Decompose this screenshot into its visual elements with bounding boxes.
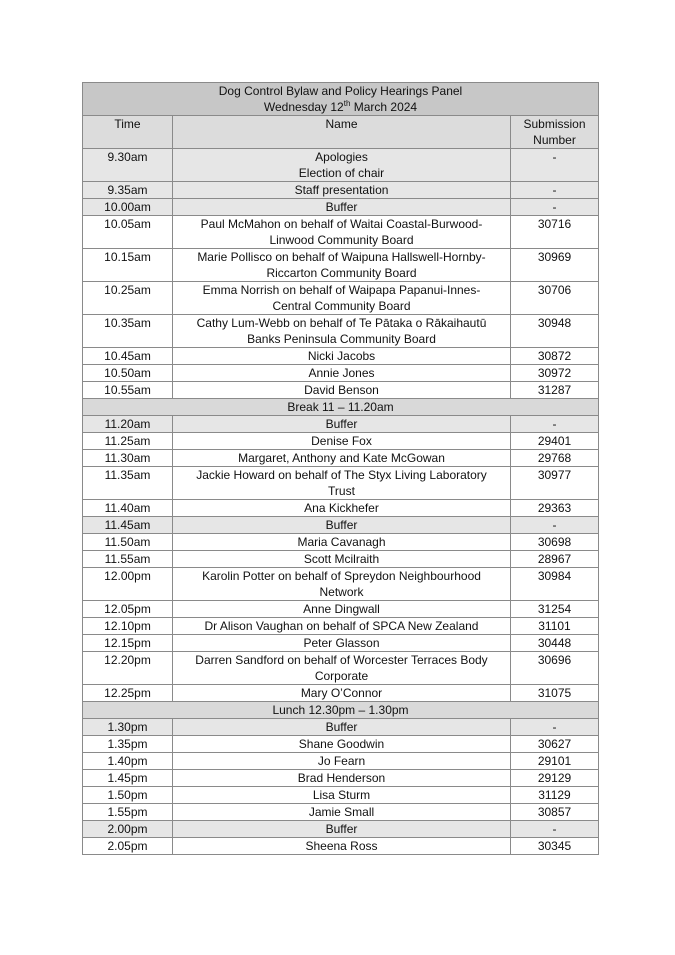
schedule-row [83,182,599,199]
time-cell: 10.05am [83,216,173,249]
name-line: Nicki Jacobs [307,349,376,363]
time-cell: 11.40am [83,500,173,517]
name-line: Linwood Community Board [269,233,414,247]
submission-number-cell: 28967 [511,551,599,568]
schedule-row [83,433,599,450]
time-cell: 10.25am [83,282,173,315]
break-label: Lunch 12.30pm – 1.30pm [83,702,599,719]
hearings-schedule-table [82,82,599,855]
name-line: Corporate [314,669,369,683]
schedule-row [83,635,599,652]
name-line: Brad Henderson [297,771,386,785]
schedule-row [83,770,599,787]
time-cell: 12.05pm [83,601,173,618]
submission-number-cell: 30857 [511,804,599,821]
name-line: Trust [328,484,355,498]
name-line: Sheena Ross [305,839,378,853]
name-cell [173,348,511,365]
name-line: Apologies [315,150,368,164]
name-cell [173,821,511,838]
time-cell: 12.00pm [83,568,173,601]
break-row [83,702,599,719]
name-line: Central Community Board [272,299,411,313]
submission-number-cell: 30706 [511,282,599,315]
submission-number-cell: 31287 [511,382,599,399]
name-line: Staff presentation [294,183,389,197]
time-cell: 11.55am [83,551,173,568]
schedule-row [83,348,599,365]
name-line: Maria Cavanagh [297,535,386,549]
name-cell [173,719,511,736]
time-cell: 12.15pm [83,635,173,652]
schedule-row [83,787,599,804]
name-line: Cathy Lum-Webb on behalf of Te Pātaka o Rākaihautū [196,316,487,330]
name-cell [173,804,511,821]
schedule-row [83,216,599,249]
time-cell: 11.20am [83,416,173,433]
name-cell [173,365,511,382]
title-date [264,100,417,114]
break-row [83,399,599,416]
name-cell [173,182,511,199]
name-line: Buffer [325,720,358,734]
time-cell: 1.30pm [83,719,173,736]
submission-number-cell: 30448 [511,635,599,652]
name-line: Jackie Howard on behalf of The Styx Living Laboratory [196,468,487,482]
time-cell: 12.10pm [83,618,173,635]
submission-number-cell: 31254 [511,601,599,618]
submission-number-cell: 30977 [511,467,599,500]
schedule-row [83,450,599,467]
time-cell: 10.35am [83,315,173,348]
submission-number-header: Submission Number [511,116,599,149]
name-line: Dr Alison Vaughan on behalf of SPCA New Zealand [204,619,479,633]
schedule-row [83,652,599,685]
name-line: Darren Sandford on behalf of Worcester Terraces Body [195,653,488,667]
submission-number-cell: - [511,517,599,534]
submission-number-cell: 31129 [511,787,599,804]
schedule-row [83,753,599,770]
submission-number-cell: 30984 [511,568,599,601]
document-title [83,83,599,116]
name-line: Buffer [325,417,358,431]
name-line: Scott Mcilraith [303,552,380,566]
name-line: Network [319,585,364,599]
submission-number-cell: 30696 [511,652,599,685]
name-line: David Benson [304,383,379,397]
name-cell [173,500,511,517]
schedule-row [83,736,599,753]
submission-number-cell: - [511,149,599,182]
name-line: Paul McMahon on behalf of Waitai Coastal-Burwood- [200,217,483,231]
time-cell: 9.30am [83,149,173,182]
name-line: Shane Goodwin [298,737,385,751]
submission-number-cell: - [511,199,599,216]
name-line: Karolin Potter on behalf of Spreydon Neighbourhood [202,569,481,583]
name-cell [173,838,511,855]
submission-number-cell: 29768 [511,450,599,467]
name-line: Riccarton Community Board [266,266,417,280]
name-cell [173,282,511,315]
schedule-row [83,382,599,399]
name-line: Buffer [325,200,358,214]
name-header: Name [173,116,511,149]
schedule-row [83,249,599,282]
name-line: Margaret, Anthony and Kate McGowan [238,451,445,465]
name-cell [173,467,511,500]
submission-number-cell: 30627 [511,736,599,753]
name-cell [173,652,511,685]
name-cell [173,618,511,635]
title-date-suffix: th [343,99,351,108]
submission-number-cell: - [511,821,599,838]
submission-number-cell: 30969 [511,249,599,282]
name-cell [173,534,511,551]
schedule-row [83,838,599,855]
schedule-row [83,500,599,517]
submission-number-cell: 29129 [511,770,599,787]
name-cell [173,382,511,399]
name-line: Election of chair [298,166,385,180]
name-cell [173,433,511,450]
name-cell [173,450,511,467]
schedule-row [83,821,599,838]
time-cell: 9.35am [83,182,173,199]
time-cell: 12.20pm [83,652,173,685]
time-cell: 10.55am [83,382,173,399]
time-cell: 1.45pm [83,770,173,787]
name-line: Buffer [325,518,358,532]
schedule-row [83,804,599,821]
submission-number-cell: - [511,416,599,433]
name-cell [173,753,511,770]
time-cell: 11.35am [83,467,173,500]
title-row [83,83,599,116]
time-cell: 11.30am [83,450,173,467]
schedule-row [83,551,599,568]
name-cell [173,315,511,348]
submission-number-cell: 30972 [511,365,599,382]
time-cell: 10.00am [83,199,173,216]
time-cell: 10.45am [83,348,173,365]
submission-number-cell: - [511,182,599,199]
name-line: Emma Norrish on behalf of Waipapa Papanui-Innes- [202,283,481,297]
schedule-row [83,365,599,382]
name-cell [173,736,511,753]
title-line1: Dog Control Bylaw and Policy Hearings Panel [218,84,463,98]
schedule-row [83,618,599,635]
break-label: Break 11 – 11.20am [83,399,599,416]
time-header: Time [83,116,173,149]
name-line: Jo Fearn [317,754,366,768]
name-line: Jamie Small [308,805,375,819]
name-cell [173,249,511,282]
name-cell [173,216,511,249]
time-cell: 1.35pm [83,736,173,753]
schedule-row [83,568,599,601]
time-cell: 12.25pm [83,685,173,702]
submission-number-cell: 29401 [511,433,599,450]
name-cell [173,635,511,652]
schedule-row [83,685,599,702]
schedule-row [83,149,599,182]
name-cell [173,685,511,702]
submission-number-cell: 30698 [511,534,599,551]
name-cell [173,787,511,804]
schedule-row [83,282,599,315]
schedule-row [83,601,599,618]
title-date-prefix: Wednesday 12 [263,100,344,114]
schedule-row [83,199,599,216]
submission-number-cell: 30345 [511,838,599,855]
time-cell: 1.55pm [83,804,173,821]
schedule-row [83,467,599,500]
title-date-rest: March 2024 [350,100,418,114]
schedule-row [83,315,599,348]
name-line: Peter Glasson [303,636,380,650]
schedule-body [83,149,599,855]
submission-number-cell: 29363 [511,500,599,517]
name-line: Denise Fox [311,434,372,448]
name-line: Anne Dingwall [303,602,380,616]
schedule-row [83,719,599,736]
submission-number-cell: 31101 [511,618,599,635]
name-cell [173,770,511,787]
name-line: Banks Peninsula Community Board [247,332,436,346]
time-cell: 1.50pm [83,787,173,804]
time-cell: 1.40pm [83,753,173,770]
name-cell [173,568,511,601]
time-cell: 2.00pm [83,821,173,838]
name-line: Mary O’Connor [300,686,383,700]
submission-number-cell: 31075 [511,685,599,702]
submission-number-cell: 30716 [511,216,599,249]
schedule-row [83,534,599,551]
name-line: Annie Jones [308,366,375,380]
name-cell [173,199,511,216]
schedule-row [83,517,599,534]
name-cell [173,149,511,182]
time-cell: 11.45am [83,517,173,534]
name-cell [173,601,511,618]
submission-number-cell: 30872 [511,348,599,365]
submission-number-cell: - [511,719,599,736]
name-line: Marie Pollisco on behalf of Waipuna Hallswell-Hornby- [197,250,486,264]
header-row [83,116,599,149]
time-cell: 11.50am [83,534,173,551]
name-cell [173,551,511,568]
name-line: Buffer [325,822,358,836]
name-cell [173,517,511,534]
submission-number-cell: 30948 [511,315,599,348]
time-cell: 2.05pm [83,838,173,855]
submission-number-cell: 29101 [511,753,599,770]
time-cell: 10.50am [83,365,173,382]
time-cell: 10.15am [83,249,173,282]
name-line: Ana Kickhefer [304,501,379,515]
time-cell: 11.25am [83,433,173,450]
name-line: Lisa Sturm [312,788,371,802]
name-cell [173,416,511,433]
schedule-row [83,416,599,433]
